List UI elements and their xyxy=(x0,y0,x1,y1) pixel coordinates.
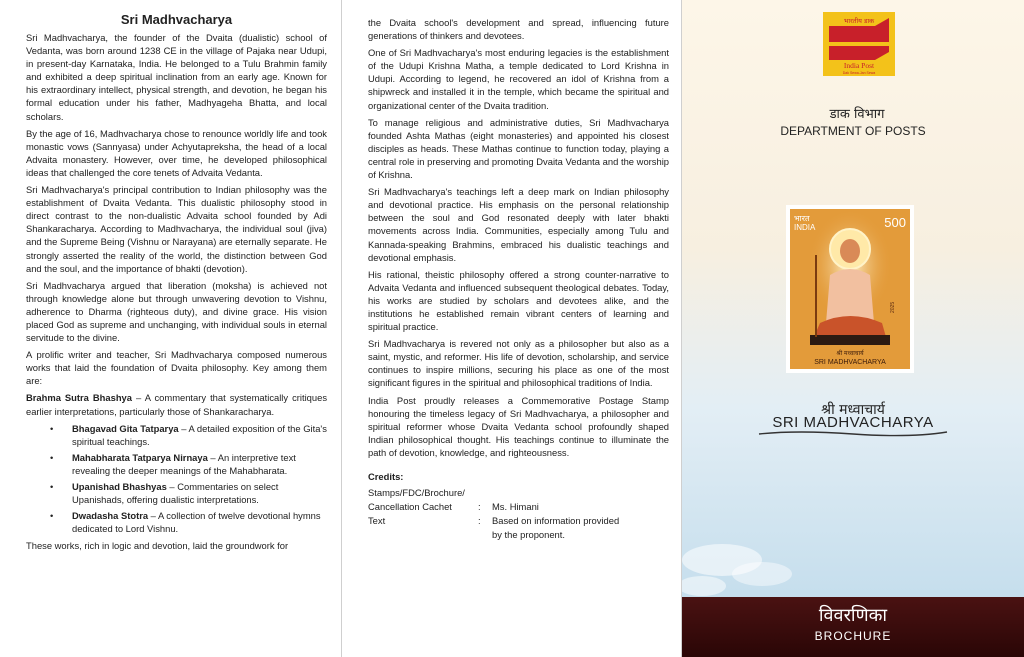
india-post-logo xyxy=(823,12,895,76)
paragraph-udupi-matha: One of Sri Madhvacharya's most enduring legacies is the establishment of the Udupi Krishna Matha, a temple dedicated to Lord Krishna in Udupi. According to legend, he recovered an idol of Krishna from a shipwreck and installed it in the temple, which became the spiritual and organizational center of the Dvaita tradition. xyxy=(368,47,669,111)
work-desc: – Commentaries on select Upanishads, offering dualistic interpretations. xyxy=(72,481,279,506)
brochure-label-english: BROCHURE xyxy=(814,629,892,643)
paragraph-teachings: Sri Madhvacharya's teachings left a deep mark on Indian philosophy and devotional practice. His emphasis on the personal relationship between the soul and God resonated deeply with later bhakti movements across India. Communities, especially among Tulu and Kannada-speaking Brahmins, embraced his dualistic teachings and devotional emphasis. xyxy=(368,186,669,263)
paragraph-birth: Sri Madhvacharya, the founder of the Dvaita (dualistic) school of Vedanta, was born around 1238 CE in the village of Pajaka near Udupi, in present-day Karnataka, India. He belonged to a Tulu Brahmin family and exhibited a deep spiritual inclination from an early age. Known for his extraordinary intellect, physical strength, and devotion, he began his formal education under his father, Madhyageha Bhatta, and local scholars. xyxy=(26,32,327,122)
credit-spacer xyxy=(478,528,492,542)
credit-value: Ms. Himani xyxy=(492,501,539,512)
stamp-value: 500 xyxy=(884,215,906,230)
credit-label: Cancellation Cachet xyxy=(368,501,452,512)
credit-row xyxy=(368,528,669,542)
foam-blob xyxy=(682,576,726,596)
stamp-country: INDIA xyxy=(794,223,816,232)
paragraph-ashta-mathas: To manage religious and administrative duties, Sri Madhvacharya founded Ashta Mathas (eight monasteries) and appointed his closest disciples as heads. These Mathas continue to function today, playing a central role in preserving and promoting Dvaita Vedanta and the worship of Krishna. xyxy=(368,116,669,181)
list-item xyxy=(26,509,327,535)
wave-foam-decoration xyxy=(682,520,1024,600)
stamp-year: 2025 xyxy=(890,301,896,313)
cover-panel xyxy=(682,0,1024,657)
paragraph-sannyasa: By the age of 16, Madhvacharya chose to renounce worldly life and took monastic vows (Sannyasa) under Achyutapreksha, the head of a local Advaita monastery. However, over time, he developed philosophical ideas that challenged the core tenets of Advaita Vedanta. xyxy=(26,127,327,178)
logo-tagline: Dak Sewa-Jan Sewa xyxy=(842,71,876,75)
work-title: Upanishad Bhashyas xyxy=(72,481,167,492)
dept-english: DEPARTMENT OF POSTS xyxy=(780,124,926,138)
logo-english-text: India Post xyxy=(843,61,875,70)
stamp-country-hindi: भारत xyxy=(794,214,810,223)
credit-colon: : xyxy=(478,501,481,512)
cover-title-english: SRI MADHVACHARYA xyxy=(772,414,934,431)
work-title: Dwadasha Stotra xyxy=(72,510,149,522)
work-desc: – A commentary that systematically critiques earlier interpretations, particularly those of Shankaracharya. xyxy=(26,392,328,417)
paragraph-brahma-sutra xyxy=(26,391,327,417)
list-item xyxy=(26,451,327,477)
works-list xyxy=(26,422,327,536)
dept-hindi: डाक विभाग xyxy=(829,107,885,122)
paragraph-closing: These works, rich in logic and devotion, laid the groundwork for xyxy=(26,540,289,552)
saint-head xyxy=(840,239,860,263)
paragraph-continuation: the Dvaita school's development and spread, influencing future generations of thinkers and devotees. xyxy=(368,17,669,42)
work-desc: – An interpretive text revealing the deeper meanings of the Mahabharata. xyxy=(72,451,296,476)
credit-row xyxy=(368,486,669,500)
paragraph-india-post: India Post proudly releases a Commemorative Postage Stamp honouring the timeless legacy of Sri Madhvacharya, a philosopher and spiritual reformer whose Dvaita Vedanta school profoundly shaped Indian philosophical thought. His teachings continue to illuminate the path of devotion, knowledge, and righteousness. xyxy=(368,394,669,458)
credits-heading: Credits: xyxy=(368,471,404,482)
decorative-swash xyxy=(757,428,949,440)
credit-label: Stamps/FDC/Brochure/ xyxy=(368,487,465,498)
credit-value: Based on information provided xyxy=(492,515,620,526)
credit-row xyxy=(368,500,669,514)
paragraph-legacy: Sri Madhvacharya is revered not only as a philosopher but also as a saint, mystic, and reformer. His life of devotion, scholarship, and service continues to inspire millions, securing his place as one of the most significant figures in the spiritual and philosophical traditions of India. xyxy=(368,338,669,389)
stamp-name-hindi: श्री मध्वाचार्य xyxy=(836,350,864,357)
credit-colon: : xyxy=(478,515,481,526)
paragraph-moksha: Sri Madhvacharya argued that liberation (moksha) is achieved not through knowledge alone but through unwavering devotion to Vishnu, adherence to Dharma (righteous duty), and divine grace. His vision placed God as supreme and unchanging, with individual souls in eternal servitude to the divine. xyxy=(26,279,327,344)
saint-body xyxy=(826,269,874,323)
left-text-panel xyxy=(0,0,342,657)
credit-value: by the proponent. xyxy=(492,529,565,540)
work-title: Bhagavad Gita Tatparya xyxy=(72,422,179,434)
brochure-label-band xyxy=(682,597,1024,657)
credit-row xyxy=(368,514,669,528)
work-desc: – A collection of twelve devotional hymns dedicated to Lord Vishnu. xyxy=(72,510,321,535)
swash-line xyxy=(759,432,947,436)
seat-platform xyxy=(810,335,890,345)
list-item xyxy=(26,480,327,506)
postage-stamp xyxy=(786,205,914,373)
cover-title-hindi: श्री मध्वाचार्य xyxy=(821,402,885,418)
paragraph-dvaita: Sri Madhvacharya's principal contribution to Indian philosophy was the establishment of Dvaita Vedanta. This dualistic philosophy stood in direct contrast to the non-dualistic Advaita school founded by Adi Shankaracharya. According to Madhvacharya, the individual soul (jiva) and the Supreme Being (Vishnu or Narayana) are eternally separate. He strongly asserted the reality of the world, the distinction between God and the soul, and the importance of bhakti (devotion). xyxy=(26,184,327,274)
credit-spacer xyxy=(368,528,478,542)
foam-blob xyxy=(732,562,792,586)
credit-label: Text xyxy=(368,515,386,526)
middle-text-panel xyxy=(342,0,682,657)
work-desc: – A detailed exposition of the Gita's spiritual teachings. xyxy=(72,422,327,447)
stamp-name: SRI MADHVACHARYA xyxy=(814,359,886,366)
work-title: Mahabharata Tatparya Nirnaya xyxy=(72,451,208,463)
paragraph-philosophy: His rational, theistic philosophy offered a strong counter-narrative to Advaita Vedanta and influenced subsequent theological debates. Today, his works are studied by scholars and devotees alike, and the institutions he established remain vibrant centers of learning and spiritual practice. xyxy=(368,268,669,333)
work-title: Brahma Sutra Bhashya xyxy=(26,392,132,404)
brochure-label-hindi: विवरणिका xyxy=(818,605,888,626)
list-item xyxy=(26,422,327,448)
paragraph-works-intro: A prolific writer and teacher, Sri Madhvacharya composed numerous works that laid the foundation of Dvaita philosophy. Key among them are: xyxy=(26,349,327,387)
logo-hindi-text: भारतीय डाक xyxy=(843,17,875,25)
page-title: Sri Madhvacharya xyxy=(120,12,233,27)
